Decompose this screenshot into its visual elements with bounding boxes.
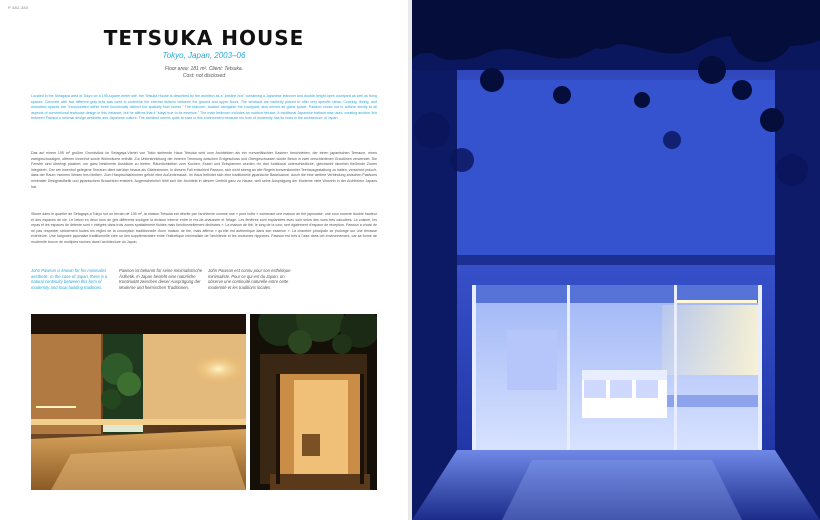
- caption-german: Pawson ist bekannt für seine minimalistische Ästhetik. In Japan besteht eine natürliche Kontinuität zwischen dieser Ausprägung der Moderne und heimischen Traditionen.: [119, 268, 203, 290]
- body-text-english: Located in the Setagaya area of Tokyo on a 195-square-meter site, the Tetsuka House is described by the architect as a "pristine box" containing a Japanese tearoom and double-height open courtyard as well as living spaces. Concrete with two different gray tints was used to underline the internal division between the ground and upper floors. The windows are carefully placed to offer very specific views. Cooking, dining, and relaxation spaces are "incorporated within three functionally distinct but spatially fluid rooms." The tearoom, located alongside the courtyard, also serves as guest space. Pawson chose not to adhere strictly to all aspects of conventional teahouse design in this instance, but he affirms that it "stays true to its essence." The main bedroom includes an outdoor terrace. A traditional Japanese bathtub was used, creating another link between Pawson's minimal design aesthetic and Japanese culture. The architect seems quite at ease in this environment because his form of modernity has its roots in the architecture of Japan.: [31, 94, 377, 121]
- body-text-french: Située dans le quartier de Setagaya à Tokyo sur un terrain de 195 m², la maison Tetsuka est décrite par l'architecte comme une « pure boîte » contenant une maison de thé japonaise, une cour ouverte double hauteur et des espaces de vie. Le béton en deux tons de gris différents souligne la division interne entre le rez-de-chaussée et l'étage. Les fenêtres sont implantées avec soin selon des vues très calculées. La cuisine, les repas et les espaces de détente sont « intégrés dans trois zones spatialement fluides mais fonctionnellement distinctes ». La maison de thé, le long de la cour, sert également d'espace de réception. Pawson a choisi de ne pas respecter strictement toutes les règles de la conception traditionnelle d'une maison de thé, mais affirme « qu'elle est authentique dans son essence ». La chambre principale se prolonge sur une terrasse extérieure. Une baignoire japonaise traditionnelle crée un lien supplémentaire entre l'esthétique minimaliste de l'architecte et les coutumes nippones. Pawson est très à l'aise dans cet environnement, car sa forme de modernité trouve de multiples racines dans l'architecture du Japon.: [31, 212, 377, 244]
- body-text-german: Das auf einem 195 m² großen Grundstück im Setagaya-Viertel von Tokio stehende Haus Tetsuka wird vom Architekten als ein »unverfälschter Kasten« beschrieben, der einen japanischen Teeraum, einen zweigeschossigen, offenen Innenhof sowie Wohnräume enthält. Zur Unterstreichung der inneren Trennung zwischen Erdgeschoss und Obergeschossen wurde Beton in zwei verschiedenen Grautönen verwendet. Die Fenster sind überlegt platziert, um ganz bestimmte Ausblicke zu bieten. Räumlichkeiten zum Kochen, Essen und Entspannen wurden »in drei funktional unterschiedliche, gleichwohl räumlich fließende Zonen integriert«. Der am Innenhof gelegene Teeraum dient darüber hinaus als Gästezimmer. In diesem Fall entschied Pawson, sich nicht streng an alle Regeln konventioneller Teehausgestaltung zu halten, versichert jedoch, dass der Raum »seinem Wesen treu bleibe«. Zum Hauptschlafzimmer gehört eine Außenterrasse. Im Haus befindet sich eine traditionelle japanische Badewanne, durch die eine weitere Verbindung zwischen Pawsons minimaler Designästhetik und japanischem Brauchtum entsteht. Augenscheinlich fühlt sich der Architekt in diesem Umfeld ganz zu Hause, weil seine Ausprägung der Moderne viele Wurzeln in der Architektur Japans hat.: [31, 151, 377, 189]
- page-title: TETSUKA HOUSE: [103, 26, 305, 50]
- left-page: [0, 0, 408, 520]
- photo-night-exterior: [412, 0, 820, 520]
- project-meta: [0, 66, 408, 80]
- meta-cost: Cost: not disclosed: [182, 73, 226, 79]
- caption-english: John Pawson is known for his minimalist aesthetic. In the case of Japan, there is a natural continuity between this form of modernity and local building traditions.: [31, 268, 108, 290]
- photo-tatami-room: [31, 314, 246, 490]
- meta-floor-area: Floor area: 181 m². Client: Tetsuka.: [164, 66, 244, 72]
- caption-french: John Pawson est connu pour son esthétique minimaliste. Pour ce qui est du Japon, on observe une continuité naturelle entre cette modernité et les traditions locales.: [208, 268, 291, 290]
- page-subtitle: Tokyo, Japan, 2003–06: [162, 51, 246, 60]
- photo-tea-room-corridor: [250, 314, 377, 490]
- page-folio: P 382-383: [8, 5, 29, 10]
